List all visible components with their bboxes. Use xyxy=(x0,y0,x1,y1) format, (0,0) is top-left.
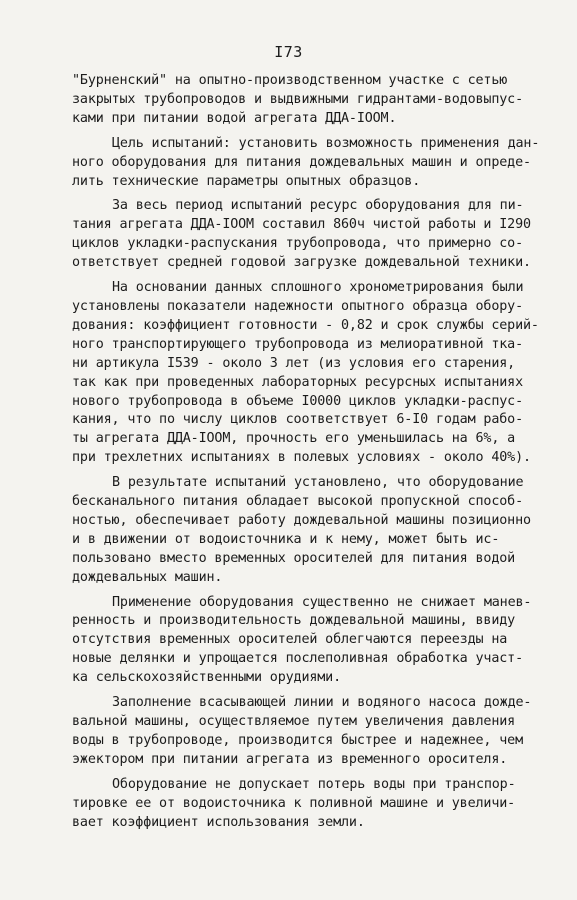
paragraph xyxy=(72,594,542,689)
text-line: дождевальных машин. xyxy=(72,569,223,585)
text-line: "Бурненский" на опытно-производственном участке с сетью xyxy=(72,73,508,88)
text-line: ного транспортирующего трубопровода из мелиоративной тка- xyxy=(72,336,523,352)
text-line: На основании данных сплошного хронометрирования были xyxy=(112,280,524,296)
text-line: ты агрегата ДДА-IOOM, прочность его уменьшилась на 6%, а xyxy=(72,431,516,447)
text-line: кания, что по числу циклов соответствует 6-I0 годам рабо- xyxy=(72,412,523,428)
text-line: закрытых трубопроводов и выдвижными гидрантами-водовыпус- xyxy=(72,91,523,107)
text-line: эжектором при питании агрегата из временного оросителя. xyxy=(72,751,508,767)
paragraph xyxy=(72,694,542,770)
text-line: новые делянки и упрощается послеполивная обработка участ- xyxy=(72,651,523,667)
text-line: лить технические параметры опытных образцов. xyxy=(72,173,421,189)
text-line: вальной машины, осуществляемое путем увеличения давления xyxy=(72,714,516,729)
text-line: ренность и производительность дождевальной машины, ввиду xyxy=(72,613,516,629)
text-line: при трехлетних испытаниях в полевых условиях - около 40%). xyxy=(72,450,531,466)
page-number: I73 xyxy=(274,43,303,61)
text-line: и в движении от водоисточника и к нему, может быть ис- xyxy=(72,531,500,547)
text-line: Заполнение всасывающей линии и водяного насоса дожде- xyxy=(112,695,532,711)
text-line: вает коэффициент использования земли. xyxy=(72,814,365,830)
text-line: дования: коэффициент готовности - 0,82 и срок службы серий- xyxy=(72,317,539,333)
text-line: воды в трубопроводе, производится быстрее и надежнее, чем xyxy=(72,732,523,748)
text-line: ка сельскохозяйственными орудиями. xyxy=(72,670,342,686)
paragraph xyxy=(72,474,542,587)
text-line: ками при питании водой агрегата ДДА-IOOM. xyxy=(72,110,397,126)
text-line: пользовано вместо временных оросителей для питания водой xyxy=(72,550,516,566)
text-line: За весь период испытаний ресурс оборудования для пи- xyxy=(112,198,524,214)
text-line: нового трубопровода в объеме I0000 циклов укладки-распус- xyxy=(72,393,523,409)
text-line: Применение оборудования существенно не снижает манев- xyxy=(112,594,532,610)
text-line: ответствует средней годовой загрузке дождевальной техники. xyxy=(72,255,531,271)
text-line: тировке ее от водоисточника к поливной машине и увеличи- xyxy=(72,795,516,811)
text-line: циклов укладки-распускания трубопровода, что примерно со- xyxy=(72,236,523,252)
text-line: отсутствия временных оросителей облегчаются переезды на xyxy=(72,632,508,648)
text-line: тания агрегата ДДА-IOOM составил 860ч чистой работы и I290 xyxy=(72,217,531,233)
text-line: ностью, обеспечивает работу дождевальной машины позиционно xyxy=(72,512,531,528)
body-text xyxy=(72,72,542,832)
paragraph xyxy=(72,72,542,129)
text-line: так как при проведенных лабораторных ресурсных испытаниях xyxy=(72,374,523,390)
text-line: бесканального питания обладает высокой пропускной способ- xyxy=(72,494,523,510)
text-line: ного оборудования для питания дождевальных машин и опреде- xyxy=(72,154,531,170)
paragraph xyxy=(72,279,542,468)
text-line: Оборудование не допускает потерь воды при транспор- xyxy=(112,776,516,792)
text-line: ни артикула I539 - около 3 лет (из условия его старения, xyxy=(72,355,516,371)
paragraph xyxy=(72,135,542,192)
paragraph xyxy=(72,776,542,833)
text-line: установлены показатели надежности опытного образца обору- xyxy=(72,298,523,314)
text-line: Цель испытаний: установить возможность применения дан- xyxy=(112,135,540,151)
text-line: В результате испытаний установлено, что оборудование xyxy=(112,475,524,491)
paragraph xyxy=(72,197,542,273)
